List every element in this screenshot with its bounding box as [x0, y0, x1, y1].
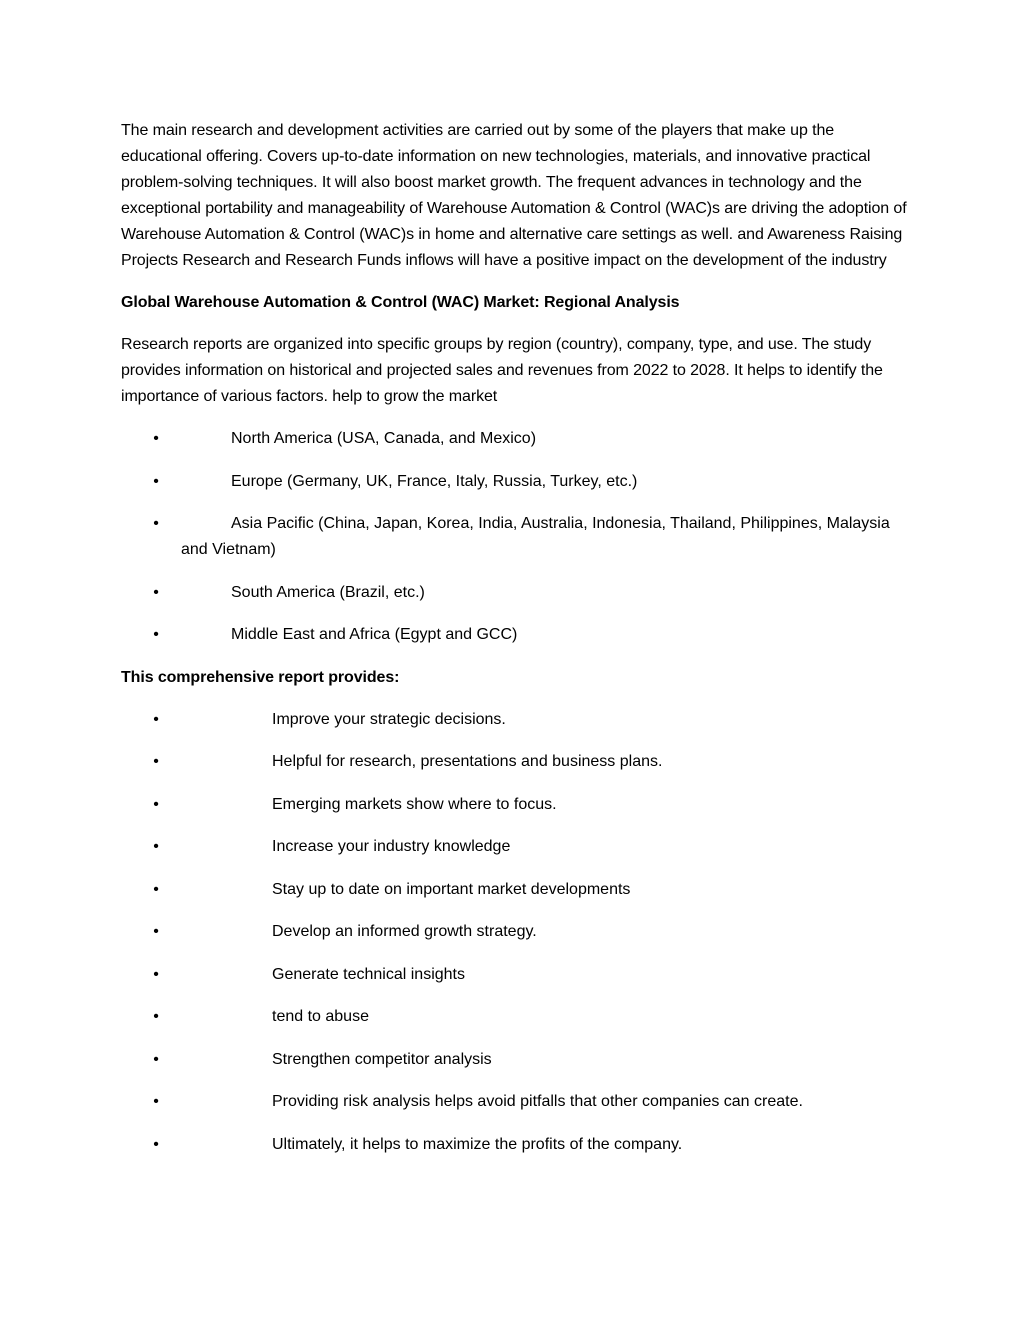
list-item: [121, 707, 911, 733]
list-item: [121, 962, 911, 988]
provides-label: tend to abuse: [272, 1008, 369, 1025]
region-label: North America (USA, Canada, and Mexico): [231, 430, 537, 447]
bullet-icon: •: [153, 1135, 159, 1153]
list-item: [121, 792, 911, 818]
list-item: [121, 1047, 911, 1073]
list-item: [121, 1004, 911, 1030]
bullet-icon: •: [153, 710, 159, 728]
list-item: [121, 580, 911, 606]
list-item: [121, 834, 911, 860]
bullet-icon: •: [153, 880, 159, 898]
bullet-icon: •: [153, 515, 159, 532]
bullet-icon: •: [153, 838, 159, 855]
provides-label: Providing risk analysis helps avoid pitfalls that other companies can create.: [272, 1093, 803, 1110]
bullet-icon: •: [153, 1093, 159, 1110]
list-item: [121, 469, 911, 495]
regions-list: [121, 426, 911, 648]
bullet-icon: •: [153, 583, 159, 601]
bullet-icon: •: [153, 626, 159, 643]
provides-label: Stay up to date on important market developments: [272, 880, 631, 898]
provides-label: Ultimately, it helps to maximize the profits of the company.: [272, 1135, 683, 1153]
list-item: [121, 511, 911, 563]
bullet-icon: •: [153, 1050, 159, 1068]
provides-list: [121, 707, 911, 1158]
bullet-icon: •: [153, 430, 159, 447]
provides-label: Helpful for research, presentations and business plans.: [272, 753, 663, 770]
bullet-icon: •: [153, 965, 159, 983]
region-label: South America (Brazil, etc.): [231, 583, 425, 601]
intro-paragraph: The main research and development activities are carried out by some of the players that make up the educational offering. Covers up-to-date information on new technologies, materials, and innovative practical problem-solving techniques. It will also boost market growth. The frequent advances in technology and the exceptional portability and manageability of Warehouse Automation & Control (WAC)s are driving the adoption of Warehouse Automation & Control (WAC)s in home and alternative care settings as well. and Awareness Raising Projects Research and Research Funds inflows will have a positive impact on the development of the industry: [121, 122, 907, 269]
provides-label: Emerging markets show where to focus.: [272, 795, 557, 813]
report-provides-heading: This comprehensive report provides:: [121, 668, 400, 686]
list-item: [121, 1132, 911, 1158]
bullet-icon: •: [153, 753, 159, 770]
list-item: [121, 1089, 911, 1115]
document-page: [121, 118, 911, 1174]
bullet-icon: •: [153, 923, 159, 940]
region-label: Asia Pacific (China, Japan, Korea, India, Australia, Indonesia, Thailand, Philippines, Malaysia and Vietnam): [181, 515, 890, 558]
bullet-icon: •: [153, 1008, 159, 1025]
provides-label: Generate technical insights: [272, 965, 465, 983]
list-item: [121, 749, 911, 775]
region-label: Europe (Germany, UK, France, Italy, Russia, Turkey, etc.): [231, 472, 638, 490]
provides-label: Develop an informed growth strategy.: [272, 923, 537, 940]
list-item: [121, 919, 911, 945]
regional-analysis-paragraph: Research reports are organized into specific groups by region (country), company, type, and use. The study provides information on historical and projected sales and revenues from 2022 to 2028. It helps to identify the importance of various factors. help to grow the market: [121, 336, 883, 405]
provides-label: Strengthen competitor analysis: [272, 1050, 492, 1068]
provides-label: Improve your strategic decisions.: [272, 710, 506, 728]
bullet-icon: •: [153, 795, 159, 813]
list-item: [121, 622, 911, 648]
regional-analysis-heading: Global Warehouse Automation & Control (WAC) Market: Regional Analysis: [121, 294, 680, 311]
region-label: Middle East and Africa (Egypt and GCC): [231, 626, 518, 643]
provides-label: Increase your industry knowledge: [272, 838, 511, 855]
list-item: [121, 877, 911, 903]
list-item: [121, 426, 911, 452]
bullet-icon: •: [153, 472, 159, 490]
